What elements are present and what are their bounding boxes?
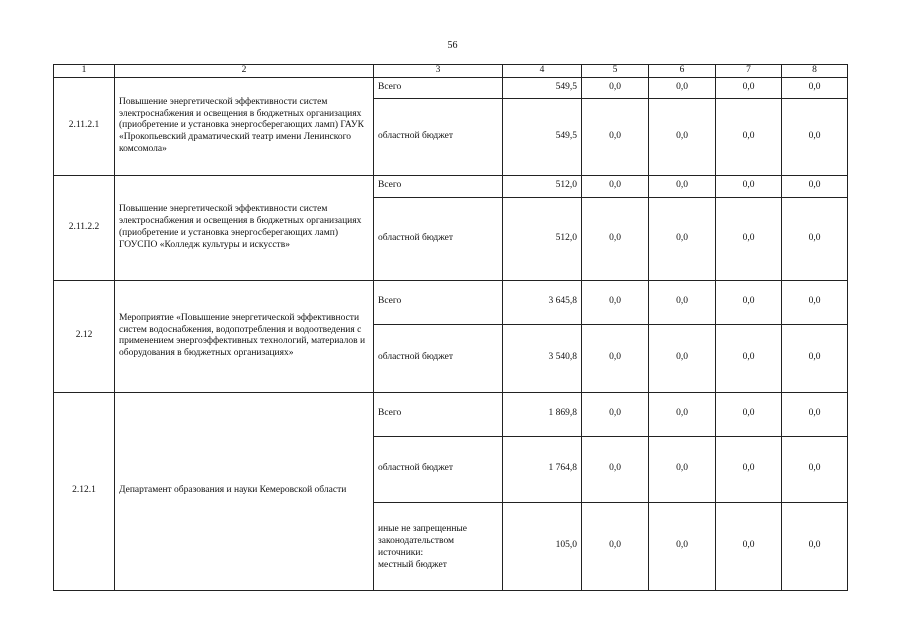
table-row (54, 280, 848, 324)
value-cell: 0,0 (782, 98, 848, 175)
amount-cell: 105,0 (503, 502, 582, 590)
column-header-2: 2 (115, 65, 374, 78)
value-cell: 0,0 (716, 197, 782, 280)
value-cell: 0,0 (782, 175, 848, 197)
value-cell: 0,0 (716, 502, 782, 590)
funding-source: областной бюджет (374, 98, 503, 175)
value-cell: 0,0 (582, 98, 649, 175)
value-cell: 0,0 (649, 324, 716, 392)
page-number: 56 (447, 40, 458, 51)
amount-cell: 512,0 (503, 175, 582, 197)
value-cell: 0,0 (582, 175, 649, 197)
value-cell: 0,0 (582, 324, 649, 392)
row-code: 2.12 (54, 280, 115, 392)
amount-cell: 1 869,8 (503, 392, 582, 436)
value-cell: 0,0 (716, 280, 782, 324)
column-header-7: 7 (716, 65, 782, 78)
value-cell: 0,0 (782, 280, 848, 324)
row-code: 2.11.2.2 (54, 175, 115, 280)
value-cell: 0,0 (582, 197, 649, 280)
table-row (54, 77, 848, 98)
table-row (54, 175, 848, 197)
column-header-5: 5 (582, 65, 649, 78)
amount-cell: 3 645,8 (503, 280, 582, 324)
value-cell: 0,0 (716, 77, 782, 98)
value-cell: 0,0 (716, 392, 782, 436)
row-description: Повышение энергетической эффективности систем электроснабжения и освещения в бюджетных организациях (приобретение и установка энергосберегающих ламп) ГАУК «Прокопьевский драматический театр имени Ленинского комсомола» (115, 77, 374, 175)
column-header-1: 1 (54, 65, 115, 78)
amount-cell: 549,5 (503, 77, 582, 98)
amount-cell: 512,0 (503, 197, 582, 280)
value-cell: 0,0 (582, 280, 649, 324)
row-code: 2.12.1 (54, 392, 115, 590)
column-header-6: 6 (649, 65, 716, 78)
value-cell: 0,0 (649, 436, 716, 502)
row-description: Мероприятие «Повышение энергетической эффективности систем водоснабжения, водопотребления и водоотведения с применением энергоэффективных технологий, материалов и оборудования в бюджетных организациях» (115, 280, 374, 392)
row-code: 2.11.2.1 (54, 77, 115, 175)
value-cell: 0,0 (716, 98, 782, 175)
row-description: Повышение энергетической эффективности систем электроснабжения и освещения в бюджетных организациях (приобретение и установка энергосберегающих ламп) ГОУСПО «Колледж культуры и искусств» (115, 175, 374, 280)
value-cell: 0,0 (649, 280, 716, 324)
value-cell: 0,0 (782, 324, 848, 392)
value-cell: 0,0 (716, 436, 782, 502)
value-cell: 0,0 (582, 392, 649, 436)
funding-source: Всего (374, 77, 503, 98)
value-cell: 0,0 (649, 98, 716, 175)
value-cell: 0,0 (716, 175, 782, 197)
value-cell: 0,0 (782, 502, 848, 590)
budget-table (53, 64, 848, 591)
funding-source: Всего (374, 280, 503, 324)
value-cell: 0,0 (782, 392, 848, 436)
funding-source: областной бюджет (374, 324, 503, 392)
value-cell: 0,0 (582, 436, 649, 502)
amount-cell: 549,5 (503, 98, 582, 175)
value-cell: 0,0 (782, 197, 848, 280)
column-header-8: 8 (782, 65, 848, 78)
column-header-3: 3 (374, 65, 503, 78)
column-number-row (54, 65, 848, 78)
value-cell: 0,0 (649, 197, 716, 280)
value-cell: 0,0 (649, 392, 716, 436)
row-description: Департамент образования и науки Кемеровской области (115, 392, 374, 590)
column-header-4: 4 (503, 65, 582, 78)
funding-source: областной бюджет (374, 197, 503, 280)
amount-cell: 3 540,8 (503, 324, 582, 392)
funding-source: областной бюджет (374, 436, 503, 502)
table-row (54, 392, 848, 436)
value-cell: 0,0 (649, 175, 716, 197)
amount-cell: 1 764,8 (503, 436, 582, 502)
value-cell: 0,0 (649, 77, 716, 98)
value-cell: 0,0 (716, 324, 782, 392)
value-cell: 0,0 (782, 77, 848, 98)
funding-source: Всего (374, 392, 503, 436)
value-cell: 0,0 (582, 77, 649, 98)
funding-source: иные не запрещенные законодательством источники: местный бюджет (374, 502, 503, 590)
value-cell: 0,0 (649, 502, 716, 590)
funding-source: Всего (374, 175, 503, 197)
value-cell: 0,0 (582, 502, 649, 590)
value-cell: 0,0 (782, 436, 848, 502)
